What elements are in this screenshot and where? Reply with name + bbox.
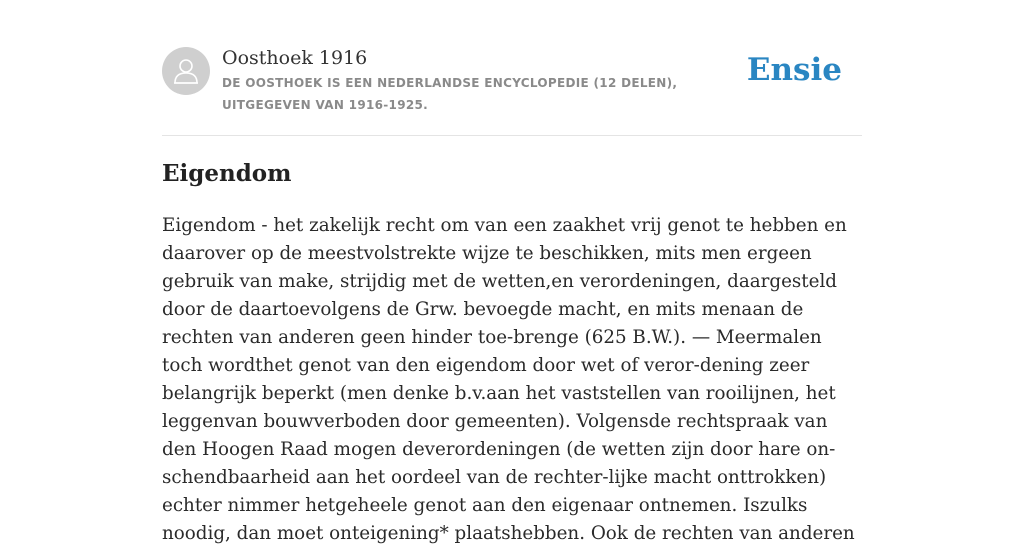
- article-body: Eigendom - het zakelijk recht om van een zaakhet vrij genot te hebben en daarover op de meestvolstrekte wijze te beschikken, mits men ergeen gebruik van make, strijdig met de wetten,en verordeningen, daargesteld door de daartoevolgens de Grw. bevoegde macht, en mits menaan de rechten van anderen geen hinder toe-brenge (625 B.W.). — Meermalen toch wordthet genot van den eigendom door wet of veror-dening zeer belangrijk beperkt (men denke b.v.aan het vaststellen van rooilijnen, het leggenvan bouwverboden door gemeenten). Volgensde rechtspraak van den Hoogen Raad mogen deverordeningen (de wetten zijn door hare on-schendbaarheid aan het oordeel van de rechter-lijke macht onttrokken) echter nimmer hetgeheele genot aan den eigenaar ontnemen. Iszulks noodig, dan moet onteigening* plaatshebben. Ook de rechten van anderen: [162, 215, 855, 544]
- source-description: DE OOSTHOEK IS EEN NEDERLANDSE ENCYCLOPEDIE (12 DELEN), UITGEGEVEN VAN 1916-1925.: [222, 76, 678, 112]
- ensie-logo[interactable]: Ensie: [746, 52, 842, 88]
- source-avatar[interactable]: [162, 47, 210, 95]
- source-name-link[interactable]: Oosthoek 1916: [222, 47, 368, 69]
- user-placeholder-icon: [171, 56, 201, 86]
- source-header: [162, 44, 862, 136]
- article-title: Eigendom: [162, 160, 292, 187]
